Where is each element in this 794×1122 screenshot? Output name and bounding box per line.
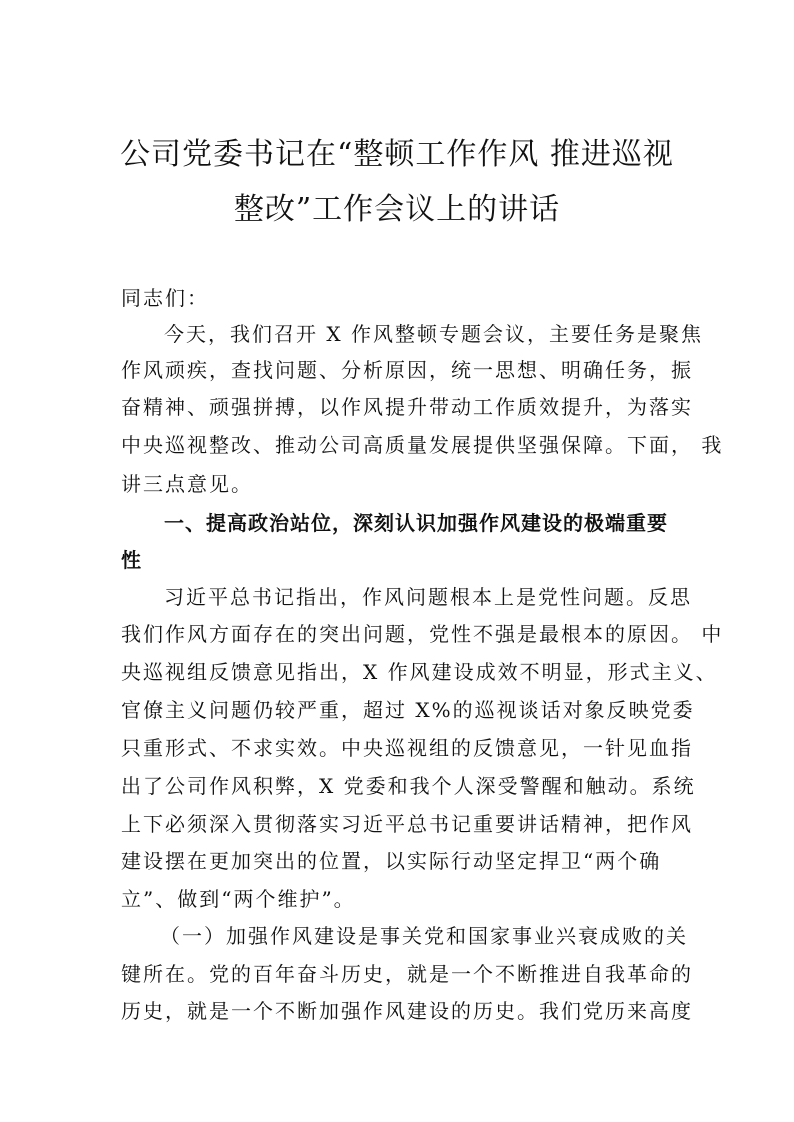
body-line: 央巡视组反馈意见指出，X 作风建设成效不明显，形式主义、 bbox=[121, 660, 718, 684]
document-title-line-1: 公司党委书记在“整顿工作作风 推进巡视 bbox=[120, 137, 674, 172]
subsection-line: （一）加强作风建设是事关党和国家事业兴衰成败的关 bbox=[160, 924, 688, 948]
body-line: 键所在。党的百年奋斗历史，就是一个不断推进自我革命的 bbox=[121, 962, 693, 986]
body-line: 作风顽疾，查找问题、分析原因，统一思想、明确任务，振 bbox=[121, 358, 693, 382]
body-line: 建设摆在更加突出的位置，以实际行动坚定捍卫“两个确 bbox=[121, 849, 662, 873]
body-line: 出了公司作风积弊，X 党委和我个人深受警醒和触动。系统 bbox=[121, 774, 696, 798]
document-title-line-2: 整改”工作会议上的讲话 bbox=[233, 192, 561, 227]
body-line: 讲三点意见。 bbox=[121, 472, 253, 496]
salutation: 同志们： bbox=[121, 286, 209, 310]
body-line: 上下必须深入贯彻落实习近平总书记重要讲话精神，把作风 bbox=[121, 812, 693, 836]
body-line: 奋精神、顽强拼搏，以作风提升带动工作质效提升，为落实 bbox=[121, 395, 693, 419]
body-line: 只重形式、不求实效。中央巡视组的反馈意见，一针见血指 bbox=[121, 736, 693, 760]
body-line: 习近平总书记指出，作风问题根本上是党性问题。反思 bbox=[164, 585, 692, 609]
section-heading-1-cont: 性 bbox=[121, 548, 142, 572]
body-line: 历史，就是一个不断加强作风建设的历史。我们党历来高度 bbox=[121, 999, 693, 1023]
section-heading-1: 一、提高政治站位，深刻认识加强作风建设的极端重要 bbox=[164, 511, 668, 535]
body-line: 中央巡视整改、推动公司高质量发展提供坚强保障。下面， 我 bbox=[121, 433, 724, 457]
body-line: 立”、做到“两个维护”。 bbox=[121, 887, 356, 911]
body-line: 今天，我们召开 X 作风整顿专题会议，主要任务是聚焦 bbox=[164, 322, 703, 346]
body-line: 我们作风方面存在的突出问题，党性不强是最根本的原因。 中 bbox=[121, 622, 724, 646]
body-line: 官僚主义问题仍较严重，超过 X%的巡视谈话对象反映党委 bbox=[121, 698, 695, 722]
